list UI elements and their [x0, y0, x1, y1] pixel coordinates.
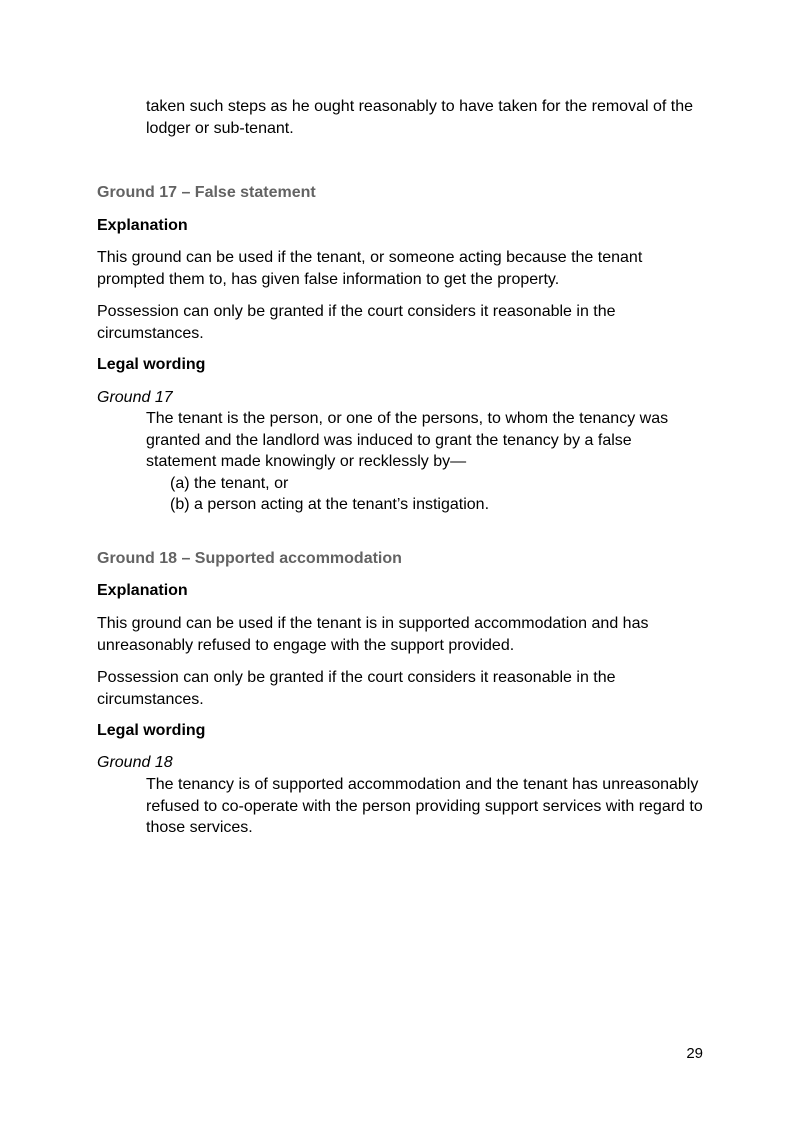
ground-17-heading: Ground 17 – False statement — [97, 184, 316, 201]
ground-17-explanation-label: Explanation — [97, 217, 188, 234]
ground-18-heading: Ground 18 – Supported accommodation — [97, 550, 402, 567]
ground-17-explanation-paragraph-2: Possession can only be granted if the court considers it reasonable in the circumstances. — [97, 303, 616, 342]
ground-18-explanation-paragraph-1: This ground can be used if the tenant is in supported accommodation and has unreasonably refused to engage with the support provided. — [97, 615, 649, 654]
ground-17-legal-text: The tenant is the person, or one of the persons, to whom the tenancy was granted and the landlord was induced to grant the tenancy by a false statement made knowingly or recklessly by— — [146, 410, 669, 470]
continuation-text: taken such steps as he ought reasonably to have taken for the removal of the lodger or sub-tenant. — [146, 98, 694, 137]
ground-17-explanation-paragraph-1: This ground can be used if the tenant, or someone acting because the tenant prompted them to, has given false information to get the property. — [97, 249, 643, 288]
ground-18-legal-text: The tenancy is of supported accommodation and the tenant has unreasonably refused to co-operate with the person providing support services with regard to those services. — [146, 776, 703, 836]
ground-17-item-b: (b) a person acting at the tenant’s instigation. — [170, 496, 490, 513]
ground-18-legal-title: Ground 18 — [97, 754, 173, 771]
page-number: 29 — [686, 1045, 703, 1062]
ground-18-explanation-paragraph-2: Possession can only be granted if the court considers it reasonable in the circumstances. — [97, 669, 616, 708]
ground-18-legal-wording-label: Legal wording — [97, 722, 206, 739]
ground-17-item-a: (a) the tenant, or — [170, 475, 289, 492]
ground-17-legal-wording-label: Legal wording — [97, 356, 206, 373]
ground-17-legal-title: Ground 17 — [97, 389, 173, 406]
ground-18-explanation-label: Explanation — [97, 582, 188, 599]
